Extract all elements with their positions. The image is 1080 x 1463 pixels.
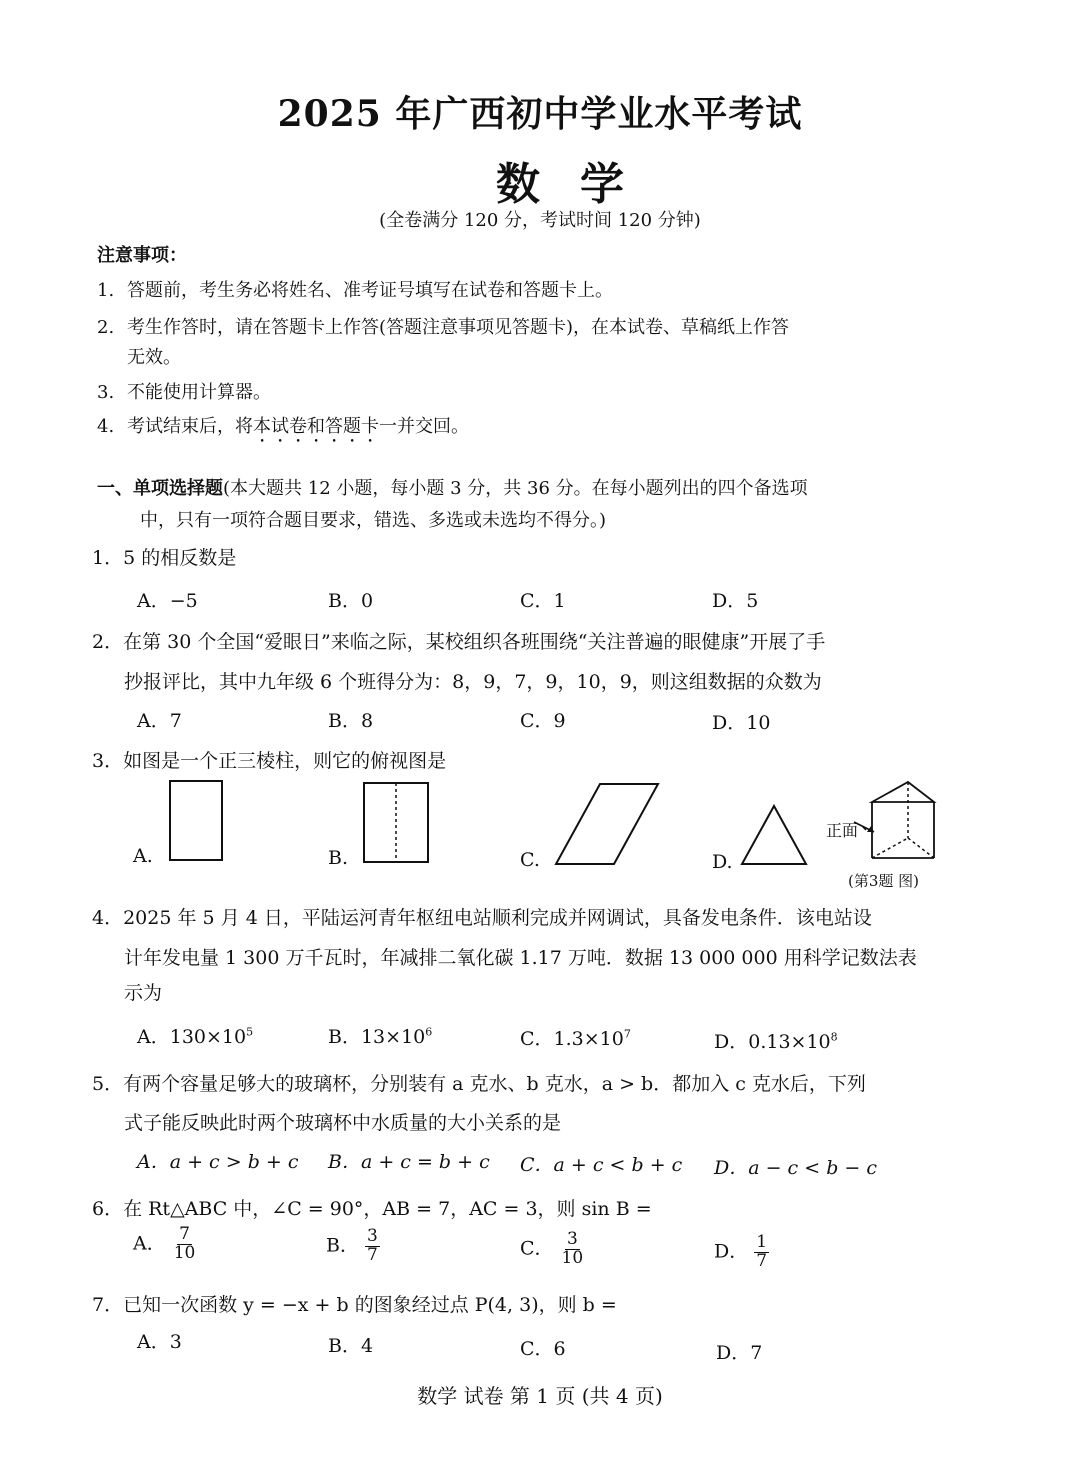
q7-option-a: A．3 bbox=[137, 1331, 182, 1353]
section1-desc-cont: 中，只有一项符合题目要求，错选、多选或未选均不得分。) bbox=[140, 510, 607, 531]
notice-text: 答题前，考生务必将姓名、准考证号填写在试卷和答题卡上。 bbox=[127, 280, 613, 301]
q3-option-b-figure bbox=[360, 780, 432, 866]
exam-subtitle: (全卷满分 120 分，考试时间 120 分钟) bbox=[379, 210, 701, 231]
question-4-cont-2: 示为 bbox=[124, 982, 163, 1004]
q1-option-b: B．0 bbox=[328, 590, 374, 612]
rectangle-shape bbox=[170, 781, 222, 860]
notice-text: 不能使用计算器。 bbox=[127, 382, 271, 403]
option-base: 130×10 bbox=[169, 1026, 247, 1048]
q4-option-a bbox=[137, 1022, 253, 1049]
q7-option-c: C．6 bbox=[520, 1338, 566, 1360]
question-1-stem: 1．5 的相反数是 bbox=[92, 547, 237, 569]
page-footer: 数学 试卷 第 1 页 (共 4 页) bbox=[417, 1384, 663, 1408]
question-5-stem: 5．有两个容量足够大的玻璃杯，分别装有 a 克水、b 克水，a > b．都加入 c 克水后，下列 bbox=[92, 1073, 866, 1095]
option-exponent: 6 bbox=[425, 1025, 433, 1039]
numerator: 7 bbox=[179, 1224, 190, 1244]
question-6-stem: 6．在 Rt△ABC 中，∠C = 90°，AB = 7，AC = 3，则 sin B = bbox=[92, 1198, 652, 1220]
fraction bbox=[560, 1231, 586, 1268]
q3-option-d-figure bbox=[738, 802, 810, 868]
section1-title bbox=[97, 474, 808, 500]
numerator: 3 bbox=[566, 1229, 578, 1249]
notice-item-2-cont: 无效。 bbox=[127, 347, 181, 368]
option-label: D． bbox=[714, 1240, 749, 1263]
notice-num: 1. bbox=[97, 280, 115, 301]
q7-option-b: B．4 bbox=[328, 1335, 374, 1357]
q1-option-c: C．1 bbox=[520, 590, 566, 612]
parallelogram-shape bbox=[556, 784, 658, 864]
notice-item-1 bbox=[97, 276, 613, 302]
q4-option-b bbox=[328, 1022, 432, 1049]
notice-text-pre: 考试结束后，将 bbox=[127, 416, 253, 437]
fraction bbox=[172, 1226, 198, 1263]
question-7-stem: 7．已知一次函数 y = −x + b 的图象经过点 P(4, 3)，则 b = bbox=[92, 1294, 617, 1316]
q6-option-b bbox=[326, 1228, 380, 1265]
q3-option-a-figure bbox=[166, 778, 226, 864]
q1-option-a: A．−5 bbox=[137, 590, 198, 612]
denominator: 10 bbox=[173, 1242, 196, 1263]
option-label: C． bbox=[520, 1028, 554, 1050]
q5-option-b: B．a + c = b + c bbox=[328, 1151, 490, 1173]
front-face-label: 正面 bbox=[826, 821, 859, 840]
q4-option-c bbox=[520, 1024, 631, 1051]
q5-option-c: C．a + c < b + c bbox=[520, 1154, 683, 1176]
option-label: B． bbox=[326, 1234, 359, 1257]
notice-text-post: 一并交回。 bbox=[379, 416, 469, 437]
q1-option-d: D．5 bbox=[712, 590, 759, 612]
subject-title: 数学 bbox=[496, 159, 664, 210]
q3-figure-caption: (第3题 图) bbox=[848, 872, 920, 890]
denominator: 7 bbox=[366, 1244, 378, 1265]
option-base: 0.13×10 bbox=[748, 1031, 831, 1053]
option-label: A． bbox=[137, 1026, 170, 1048]
q2-option-d: D．10 bbox=[712, 712, 771, 734]
notice-num: 3. bbox=[97, 382, 115, 403]
q5-option-a: A．a + c > b + c bbox=[137, 1151, 299, 1173]
q4-option-d bbox=[714, 1027, 838, 1054]
notice-text-emphasis: 本试卷和答题卡 bbox=[253, 416, 379, 437]
triangle-shape bbox=[742, 806, 806, 864]
q3-option-b-label: B. bbox=[328, 847, 349, 869]
numerator: 3 bbox=[366, 1226, 378, 1246]
notice-item-4 bbox=[97, 412, 469, 447]
fraction bbox=[365, 1228, 380, 1265]
option-exponent: 7 bbox=[623, 1027, 631, 1041]
option-label: B． bbox=[328, 1026, 361, 1048]
option-exponent: 5 bbox=[246, 1025, 254, 1039]
front-face-arrow bbox=[852, 816, 880, 838]
q3-option-c-figure bbox=[552, 780, 664, 870]
q3-option-c-label: C. bbox=[520, 849, 540, 871]
question-2-cont: 抄报评比，其中九年级 6 个班得分为：8，9，7，9，10，9，则这组数据的众数为 bbox=[124, 671, 822, 693]
q3-option-a-label: A. bbox=[133, 845, 153, 867]
question-2-stem: 2．在第 30 个全国“爱眼日”来临之际，某校组织各班围绕“关注普遍的眼健康”开展了手 bbox=[92, 631, 826, 653]
notice-item-3 bbox=[97, 378, 271, 404]
notice-num: 2. bbox=[97, 317, 115, 338]
option-label: A． bbox=[133, 1232, 166, 1255]
notice-text: 考生作答时，请在答题卡上作答(答题注意事项见答题卡)，在本试卷、草稿纸上作答 bbox=[127, 317, 790, 338]
q3-option-d-label: D. bbox=[712, 851, 733, 873]
fraction bbox=[754, 1234, 769, 1271]
q2-option-c: C．9 bbox=[520, 710, 566, 732]
notice-heading: 注意事项： bbox=[97, 245, 187, 266]
notice-item-2 bbox=[97, 313, 789, 339]
question-4-cont-1: 计年发电量 1 300 万千瓦时，年减排二氧化碳 1.17 万吨．数据 13 000 000 用科学记数法表 bbox=[124, 947, 917, 969]
section1-desc: (本大题共 12 小题，每小题 3 分，共 36 分。在每小题列出的四个备选项 bbox=[223, 478, 808, 499]
option-base: 1.3×10 bbox=[553, 1028, 624, 1050]
option-base: 13×10 bbox=[360, 1026, 426, 1048]
denominator: 7 bbox=[756, 1250, 768, 1271]
numerator: 1 bbox=[756, 1232, 768, 1252]
question-3-stem: 3．如图是一个正三棱柱，则它的俯视图是 bbox=[92, 750, 447, 772]
q5-option-d: D．a − c < b − c bbox=[714, 1157, 878, 1179]
q6-option-d bbox=[714, 1234, 769, 1271]
question-4-stem: 4．2025 年 5 月 4 日，平陆运河青年枢纽电站顺利完成并网调试，具备发电条件．该电站设 bbox=[92, 907, 872, 929]
denominator: 10 bbox=[561, 1247, 584, 1268]
q6-option-a bbox=[133, 1226, 197, 1263]
exam-title: 2025 年广西初中学业水平考试 bbox=[277, 93, 803, 135]
section1-label: 一、单项选择题 bbox=[97, 478, 223, 499]
question-5-cont: 式子能反映此时两个玻璃杯中水质量的大小关系的是 bbox=[124, 1112, 562, 1134]
option-exponent: 8 bbox=[830, 1030, 838, 1044]
option-label: C． bbox=[520, 1237, 554, 1260]
q7-option-d: D．7 bbox=[716, 1342, 763, 1364]
q6-option-c bbox=[520, 1231, 585, 1268]
notice-num: 4. bbox=[97, 416, 115, 437]
q2-option-a: A．7 bbox=[137, 710, 182, 732]
option-label: D． bbox=[714, 1031, 749, 1053]
q2-option-b: B．8 bbox=[328, 710, 374, 732]
